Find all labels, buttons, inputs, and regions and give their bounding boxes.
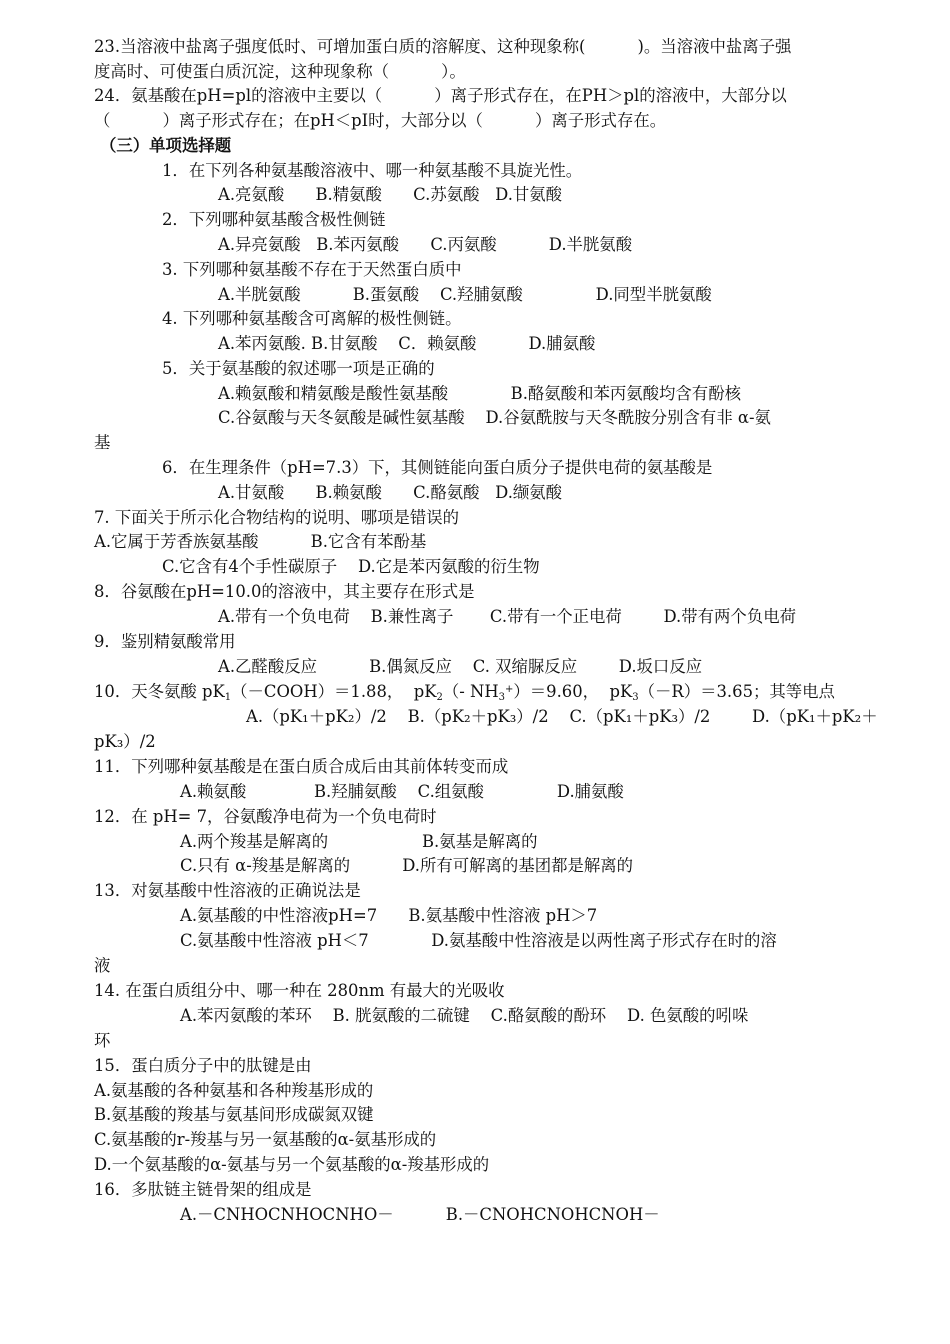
- q1-stem: 1．在下列各种氨基酸溶液中、哪一种氨基酸不具旋光性。: [162, 161, 583, 180]
- q15-option-c: C.氨基酸的r-羧基与另一氨基酸的α-氨基形成的: [94, 1130, 437, 1149]
- pk3-subscript: 3: [632, 692, 639, 703]
- q24-line2: （ ）离子形式存在；在pH＜pI时，大部分以（ ）离子形式存在。: [94, 111, 667, 130]
- q15-option-b: B.氨基酸的羧基与氨基间形成碳氮双键: [94, 1105, 374, 1124]
- q13-option-cd-wrap: 液: [94, 956, 111, 975]
- q4-stem: 4. 下列哪种氨基酸含可离解的极性侧链。: [162, 309, 462, 328]
- q10-stem: [94, 680, 835, 705]
- q12-option-cd: C.只有 α-羧基是解离的 D.所有可解离的基团都是解离的: [180, 856, 634, 875]
- q5-stem: 5．关于氨基酸的叙述哪一项是正确的: [162, 359, 435, 378]
- q4-options: A.苯丙氨酸. B.甘氨酸 C．赖氨酸 D.脯氨酸: [218, 334, 596, 353]
- q13-option-ab: A.氨基酸的中性溶液pH=7 B.氨基酸中性溶液 pH＞7: [180, 906, 598, 925]
- q5-option-cd: C.谷氨酸与天冬氨酸是碱性氨基酸 D.谷氨酰胺与天冬酰胺分别含有非 α-氨: [218, 408, 771, 427]
- q5-option-ab: A.赖氨酸和精氨酸是酸性氨基酸 B.酪氨酸和苯丙氨酸均含有酚核: [218, 384, 741, 403]
- q15-option-d: D.一个氨基酸的α-氨基与另一个氨基酸的α-羧基形成的: [94, 1155, 490, 1174]
- q11-stem: 11．下列哪种氨基酸是在蛋白质合成后由其前体转变而成: [94, 757, 509, 776]
- q12-option-ab: A.两个羧基是解离的 B.氨基是解离的: [180, 832, 538, 851]
- q23-line2: 度高时、可使蛋白质沉淀，这种现象称（ ）。: [94, 62, 466, 81]
- q11-options: A.赖氨酸 B.羟脯氨酸 C.组氨酸 D.脯氨酸: [180, 782, 624, 801]
- q10-stem-part2: （- NH: [442, 682, 499, 701]
- q7-stem: 7. 下面关于所示化合物结构的说明、哪项是错误的: [94, 508, 460, 527]
- q1-options: A.亮氨酸 B.精氨酸 C.苏氨酸 D.甘氨酸: [218, 185, 563, 204]
- q7-option-cd: C.它含有4个手性碳原子 D.它是苯丙氨酸的衍生物: [162, 557, 540, 576]
- q15-option-a: A.氨基酸的各种氨基和各种羧基形成的: [94, 1081, 374, 1100]
- q16-options: A.－CNHOCNHOCNHO－ B.－CNOHCNOHCNOH－: [180, 1205, 660, 1224]
- q13-option-cd: C.氨基酸中性溶液 pH＜7 D.氨基酸中性溶液是以两性离子形式存在时的溶: [180, 931, 777, 950]
- q6-stem: 6．在生理条件（pH=7.3）下，其侧链能向蛋白质分子提供电荷的氨基酸是: [162, 458, 713, 477]
- q10-options-wrap: pK₃）/2: [94, 732, 156, 751]
- q10-options: A.（pK₁＋pK₂）/2 B.（pK₂＋pK₃）/2 C.（pK₁＋pK₃）/2 D.（pK₁＋pK₂＋: [246, 707, 878, 726]
- q7-option-ab: A.它属于芳香族氨基酸 B.它含有苯酚基: [94, 532, 427, 551]
- q10-stem-part3: ）＝9.60， pK: [513, 682, 633, 701]
- q12-stem: 12．在 pH= 7，谷氨酸净电荷为一个负电荷时: [94, 807, 437, 826]
- q24-line1: 24．氨基酸在pH=pl的溶液中主要以（ ）离子形式存在，在PH＞pl的溶液中，大部分以: [94, 86, 787, 105]
- q16-stem: 16．多肽链主链骨架的组成是: [94, 1180, 312, 1199]
- q14-stem: 14. 在蛋白质组分中、哪一种在 280nm 有最大的光吸收: [94, 981, 505, 1000]
- nh3-subscript: 3: [498, 692, 505, 703]
- q2-options: A.异亮氨酸 B.苯丙氨酸 C.丙氨酸 D.半胱氨酸: [218, 235, 633, 254]
- q3-options: A.半胱氨酸 B.蛋氨酸 C.羟脯氨酸 D.同型半胱氨酸: [218, 285, 712, 304]
- nh3-superscript: +: [505, 684, 514, 695]
- q10-stem-part1: （－COOH）＝1.88， pK: [231, 682, 437, 701]
- q8-stem: 8．谷氨酸在pH=10.0的溶液中，其主要存在形式是: [94, 582, 475, 601]
- q9-options: A.乙醛酸反应 B.偶氮反应 C. 双缩脲反应 D.坂口反应: [218, 657, 703, 676]
- q10-stem-prefix: 10．天冬氨酸 pK: [94, 682, 225, 701]
- q13-stem: 13．对氨基酸中性溶液的正确说法是: [94, 881, 361, 900]
- section-title: （三）单项选择题: [100, 136, 232, 155]
- pk2-subscript: 2: [436, 692, 443, 703]
- q15-stem: 15．蛋白质分子中的肽键是由: [94, 1056, 312, 1075]
- q14-options-wrap: 环: [94, 1031, 111, 1050]
- q9-stem: 9．鉴别精氨酸常用: [94, 632, 236, 651]
- q2-stem: 2．下列哪种氨基酸含极性侧链: [162, 210, 386, 229]
- q10-stem-part4: （－R）＝3.65；其等电点: [638, 682, 835, 701]
- pk1-subscript: 1: [224, 692, 232, 703]
- q3-stem: 3. 下列哪种氨基酸不存在于天然蛋白质中: [162, 260, 462, 279]
- q8-options: A.带有一个负电荷 B.兼性离子 C.带有一个正电荷 D.带有两个负电荷: [218, 607, 796, 626]
- q5-option-cd-wrap: 基: [94, 433, 111, 452]
- q6-options: A.甘氨酸 B.赖氨酸 C.酪氨酸 D.缬氨酸: [218, 483, 563, 502]
- q23-line1: 23.当溶液中盐离子强度低时、可增加蛋白质的溶解度、这种现象称( )。当溶液中盐离子强: [94, 37, 792, 56]
- q14-options: A.苯丙氨酸的苯环 B. 胱氨酸的二硫键 C.酪氨酸的酚环 D. 色氨酸的吲哚: [180, 1006, 749, 1025]
